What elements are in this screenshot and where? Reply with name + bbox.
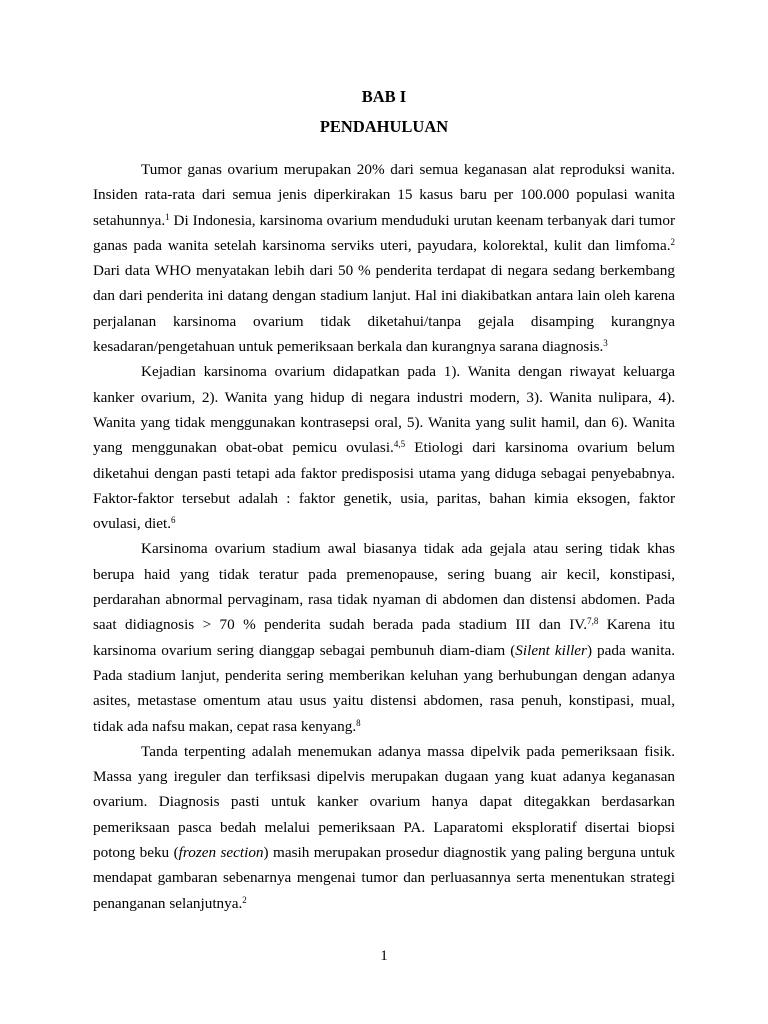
paragraph-3	[93, 536, 675, 738]
body-text	[93, 157, 675, 916]
chapter-title: PENDAHULUAN	[319, 117, 449, 136]
paragraph-1	[93, 157, 675, 359]
paragraph-4	[93, 739, 675, 916]
text-run: Dari data WHO menyatakan lebih dari 50 % penderita terdapat di negara sedang berkembang dan dari penderita ini datang dengan stadium lanjut. Hal ini diakibatkan antara lain oleh karena perjalanan karsinoma ovarium tidak diketahui/tanpa gejala disamping kurangnya kesadaran/pengetahuan untuk pemeriksaan berkala dan kurangnya sarana diagnosis.	[93, 262, 675, 356]
text-run: ) pada wanita. Pada stadium lanjut, penderita sering memberikan keluhan yang berhubungan dengan adanya asites, metastase omentum atau usus yaitu distensi abdomen, rasa penuh, konstipasi, mual, tidak ada nafsu makan, cepat rasa kenyang.	[93, 641, 675, 735]
text-run: Tumor ganas ovarium merupakan 20% dari semua keganasan alat reproduksi wanita. Insiden rata-rata dari semua jenis diperkirakan 15 kasus baru per 100.000 populasi wanita setahunnya.	[93, 161, 675, 229]
text-run: Kejadian karsinoma ovarium didapatkan pada 1). Wanita dengan riwayat keluarga kanker ovarium, 2). Wanita yang hidup di negara industri modern, 3). Wanita nulipara, 4). Wanita yang tidak menggunakan kontrasepsi oral, 5). Wanita yang sulit hamil, dan 6). Wanita yang menggunakan obat-obat pemicu ovulasi.	[93, 363, 675, 457]
italic-term: Silent killer	[515, 641, 587, 659]
citation-superscript: 6	[171, 515, 176, 526]
chapter-heading: BAB I	[361, 87, 407, 106]
italic-term: frozen section	[178, 844, 264, 862]
paragraph-2	[93, 359, 675, 536]
citation-superscript: 2	[242, 894, 247, 905]
citation-superscript: 4,5	[393, 439, 406, 450]
text-run: Tanda terpenting adalah menemukan adanya massa dipelvik pada pemeriksaan fisik. Massa yang ireguler dan terfiksasi dipelvis merupakan dugaan yang kuat adanya keganasan ovarium. Diagnosis pasti untuk kanker ovarium hanya dapat ditegakkan berdasarkan pemeriksaan pasca bedah melalui pemeriksaan PA. Laparatomi eksploratif disertai biopsi potong beku (	[93, 742, 675, 862]
text-run: Karsinoma ovarium stadium awal biasanya tidak ada gejala atau sering tidak khas berupa haid yang tidak teratur pada premenopause, sering buang air kecil, konstipasi, perdarahan abnormal pervaginam, rasa tidak nyaman di abdomen dan distensi abdomen. Pada saat didiagnosis > 70 % penderita sudah berada pada stadium III dan IV.	[93, 540, 675, 634]
citation-superscript: 7,8	[587, 616, 599, 627]
citation-superscript: 1	[165, 211, 170, 222]
citation-superscript: 2	[670, 236, 675, 247]
text-run: Di Indonesia, karsinoma ovarium menduduki urutan keenam terbanyak dari tumor ganas pada wanita setelah karsinoma serviks uteri, payudara, kolorektal, kulit dan limfoma.	[93, 211, 675, 254]
citation-superscript: 8	[356, 717, 361, 728]
citation-superscript: 3	[603, 338, 608, 349]
text-run: Karena itu karsinoma ovarium sering dianggap sebagai pembunuh diam-diam (	[93, 616, 675, 659]
page-number: 1	[380, 948, 388, 964]
text-run: ) masih merupakan prosedur diagnostik yang paling berguna untuk mendapat gambaran sebenarnya mengenai tumor dan perluasannya serta menentukan strategi penanganan selanjutnya.	[93, 844, 675, 912]
text-run: Etiologi dari karsinoma ovarium belum diketahui dengan pasti tetapi ada faktor predisposisi utama yang diduga sebagai penyebabnya. Faktor-faktor tersebut adalah : faktor genetik, usia, paritas, bahan kimia eksogen, faktor ovulasi, diet.	[93, 439, 675, 533]
